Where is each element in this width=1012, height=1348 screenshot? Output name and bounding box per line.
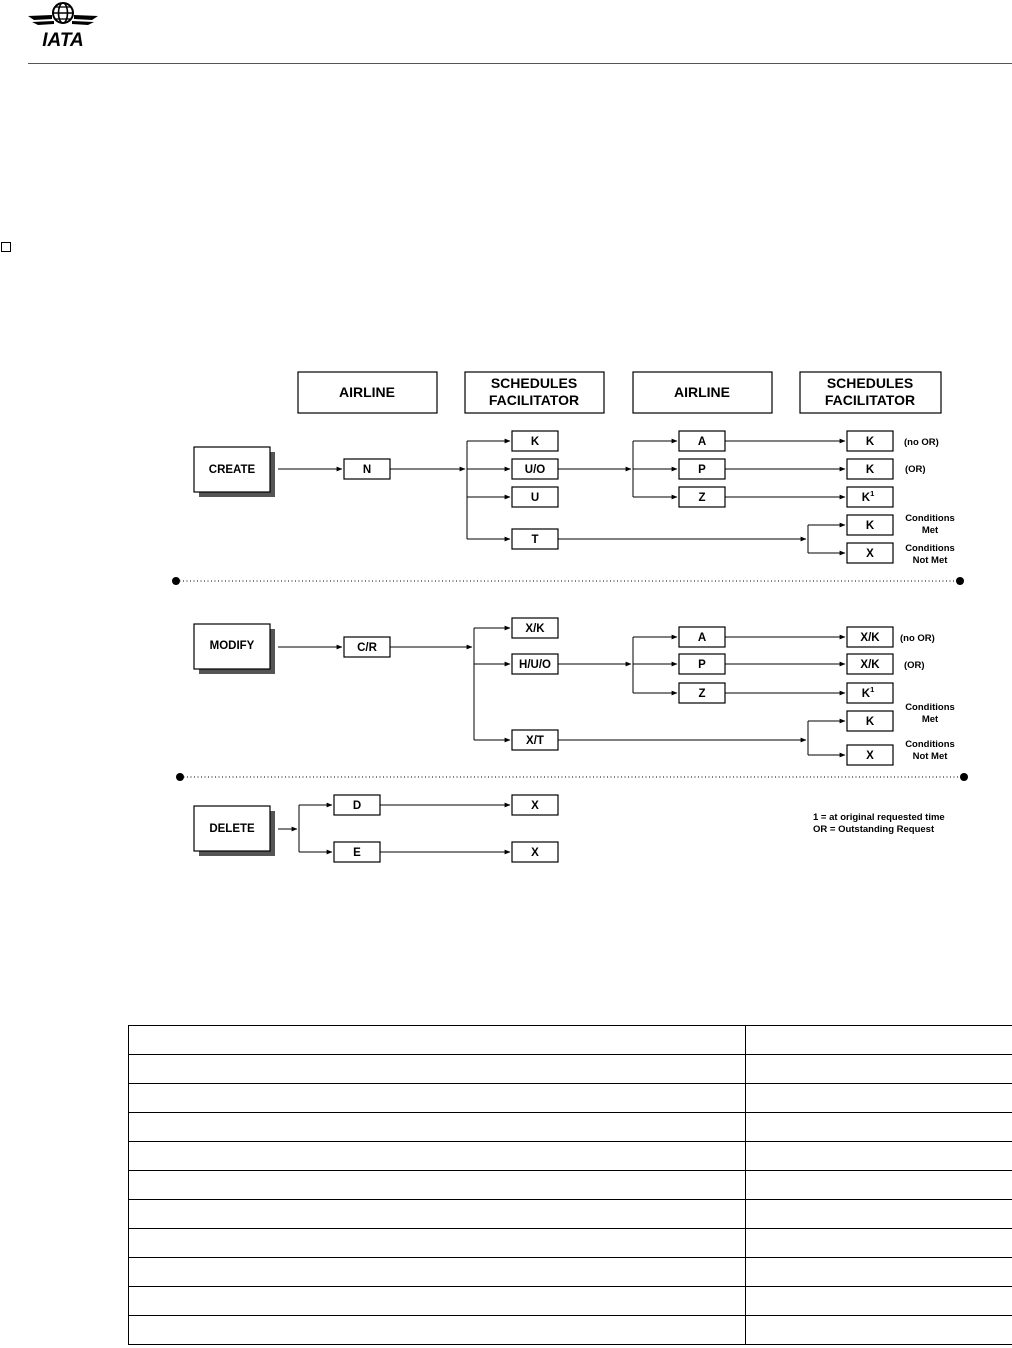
table-cell bbox=[746, 1055, 1012, 1084]
svg-text:X: X bbox=[531, 847, 539, 859]
svg-text:D: D bbox=[352, 800, 362, 812]
svg-text:P: P bbox=[698, 659, 706, 671]
create-conditions-met-line2: Met bbox=[921, 525, 939, 536]
delete-section bbox=[194, 795, 558, 862]
table-cell bbox=[129, 1229, 746, 1258]
svg-text:X/K: X/K bbox=[525, 623, 545, 635]
table-cell bbox=[129, 1055, 746, 1084]
svg-text:X: X bbox=[866, 750, 874, 762]
table-row bbox=[129, 1026, 1012, 1055]
svg-text:X: X bbox=[531, 800, 539, 812]
table-row bbox=[129, 1055, 1012, 1084]
table-row bbox=[129, 1142, 1012, 1171]
svg-text:K1: $K^1$ bbox=[861, 489, 875, 504]
table-row bbox=[129, 1171, 1012, 1200]
svg-text:X/K: X/K bbox=[860, 659, 880, 671]
create-note-or: (OR) bbox=[905, 464, 926, 475]
modify-note-or: (OR) bbox=[904, 660, 925, 671]
create-conditions-not-met-line2: Not Met bbox=[912, 555, 948, 566]
table-cell bbox=[746, 1113, 1012, 1142]
svg-text:K: K bbox=[865, 520, 875, 532]
create-request-label: N bbox=[362, 464, 372, 476]
svg-text:Z: Z bbox=[698, 492, 706, 504]
create-action-label: CREATE bbox=[208, 464, 256, 476]
svg-text:K1: $K^1$ bbox=[861, 685, 875, 700]
modify-section bbox=[194, 618, 955, 765]
table-row bbox=[129, 1084, 1012, 1113]
svg-text:K: K bbox=[530, 436, 540, 448]
svg-text:AIRLINE: AIRLINE bbox=[339, 384, 395, 400]
table-cell bbox=[129, 1084, 746, 1113]
section-separator-1 bbox=[172, 577, 964, 585]
svg-text:A: A bbox=[697, 436, 707, 448]
modify-conditions-met-line2: Met bbox=[921, 714, 939, 725]
table-cell bbox=[129, 1200, 746, 1229]
modify-conditions-not-met-line1: Conditions bbox=[905, 739, 955, 750]
svg-text:A: A bbox=[697, 632, 707, 644]
legend-line-2: OR = Outstanding Request bbox=[813, 824, 935, 835]
svg-text:X/K: X/K bbox=[860, 632, 880, 644]
svg-text:AIRLINE: AIRLINE bbox=[674, 384, 730, 400]
svg-text:P: P bbox=[698, 464, 706, 476]
modify-request-label: C/R bbox=[357, 642, 377, 654]
table-cell bbox=[129, 1026, 746, 1055]
table-cell bbox=[746, 1171, 1012, 1200]
delete-action-label: DELETE bbox=[209, 823, 255, 835]
section-separator-2 bbox=[176, 773, 968, 781]
table-row bbox=[129, 1113, 1012, 1142]
svg-text:U/O: U/O bbox=[524, 464, 546, 476]
create-conditions-met-line1: Conditions bbox=[905, 513, 955, 524]
column-header-airline-1 bbox=[298, 372, 437, 413]
svg-text:SCHEDULES: SCHEDULES bbox=[826, 375, 914, 391]
table-cell bbox=[129, 1171, 746, 1200]
diagram-legend bbox=[813, 812, 945, 835]
create-note-no-or: (no OR) bbox=[904, 437, 939, 448]
svg-text:K: K bbox=[865, 716, 875, 728]
table-cell bbox=[129, 1258, 746, 1287]
svg-text:X: X bbox=[866, 548, 874, 560]
modify-conditions-not-met-line2: Not Met bbox=[912, 751, 948, 762]
table-cell bbox=[746, 1316, 1012, 1345]
svg-text:K: K bbox=[865, 464, 875, 476]
table-cell bbox=[129, 1287, 746, 1316]
svg-text:X/T: X/T bbox=[526, 735, 544, 747]
table-cell bbox=[746, 1142, 1012, 1171]
modify-action-label: MODIFY bbox=[209, 640, 255, 652]
svg-text:E: E bbox=[353, 847, 361, 859]
blank-table bbox=[128, 1025, 1012, 1345]
svg-text:FACILITATOR: FACILITATOR bbox=[824, 392, 916, 408]
svg-text:U: U bbox=[530, 492, 540, 504]
table-row bbox=[129, 1258, 1012, 1287]
column-header-airline-2 bbox=[633, 372, 772, 413]
table-cell bbox=[746, 1200, 1012, 1229]
table-cell bbox=[746, 1084, 1012, 1113]
table-cell bbox=[746, 1258, 1012, 1287]
svg-text:Z: Z bbox=[698, 688, 706, 700]
svg-text:H/U/O: H/U/O bbox=[519, 659, 551, 671]
create-conditions-not-met-line1: Conditions bbox=[905, 543, 955, 554]
svg-text:FACILITATOR: FACILITATOR bbox=[488, 392, 580, 408]
table-cell bbox=[129, 1316, 746, 1345]
svg-text:SCHEDULES: SCHEDULES bbox=[490, 375, 578, 391]
iata-logo-text: IATA bbox=[42, 30, 84, 50]
column-header-schedules-facilitator-1 bbox=[465, 372, 604, 413]
create-section bbox=[194, 431, 955, 566]
table-cell bbox=[746, 1026, 1012, 1055]
table-row bbox=[129, 1200, 1012, 1229]
table-row bbox=[129, 1287, 1012, 1316]
svg-text:K: K bbox=[865, 436, 875, 448]
column-header-schedules-facilitator-2 bbox=[800, 372, 941, 413]
table-cell bbox=[129, 1142, 746, 1171]
svg-text:T: T bbox=[531, 534, 539, 546]
table-cell bbox=[746, 1287, 1012, 1316]
table-row bbox=[129, 1316, 1012, 1345]
table-cell bbox=[746, 1229, 1012, 1258]
modify-conditions-met-line1: Conditions bbox=[905, 702, 955, 713]
table-row bbox=[129, 1229, 1012, 1258]
table-cell bbox=[129, 1113, 746, 1142]
legend-line-1: 1 = at original requested time bbox=[813, 812, 945, 823]
modify-note-no-or: (no OR) bbox=[900, 633, 935, 644]
